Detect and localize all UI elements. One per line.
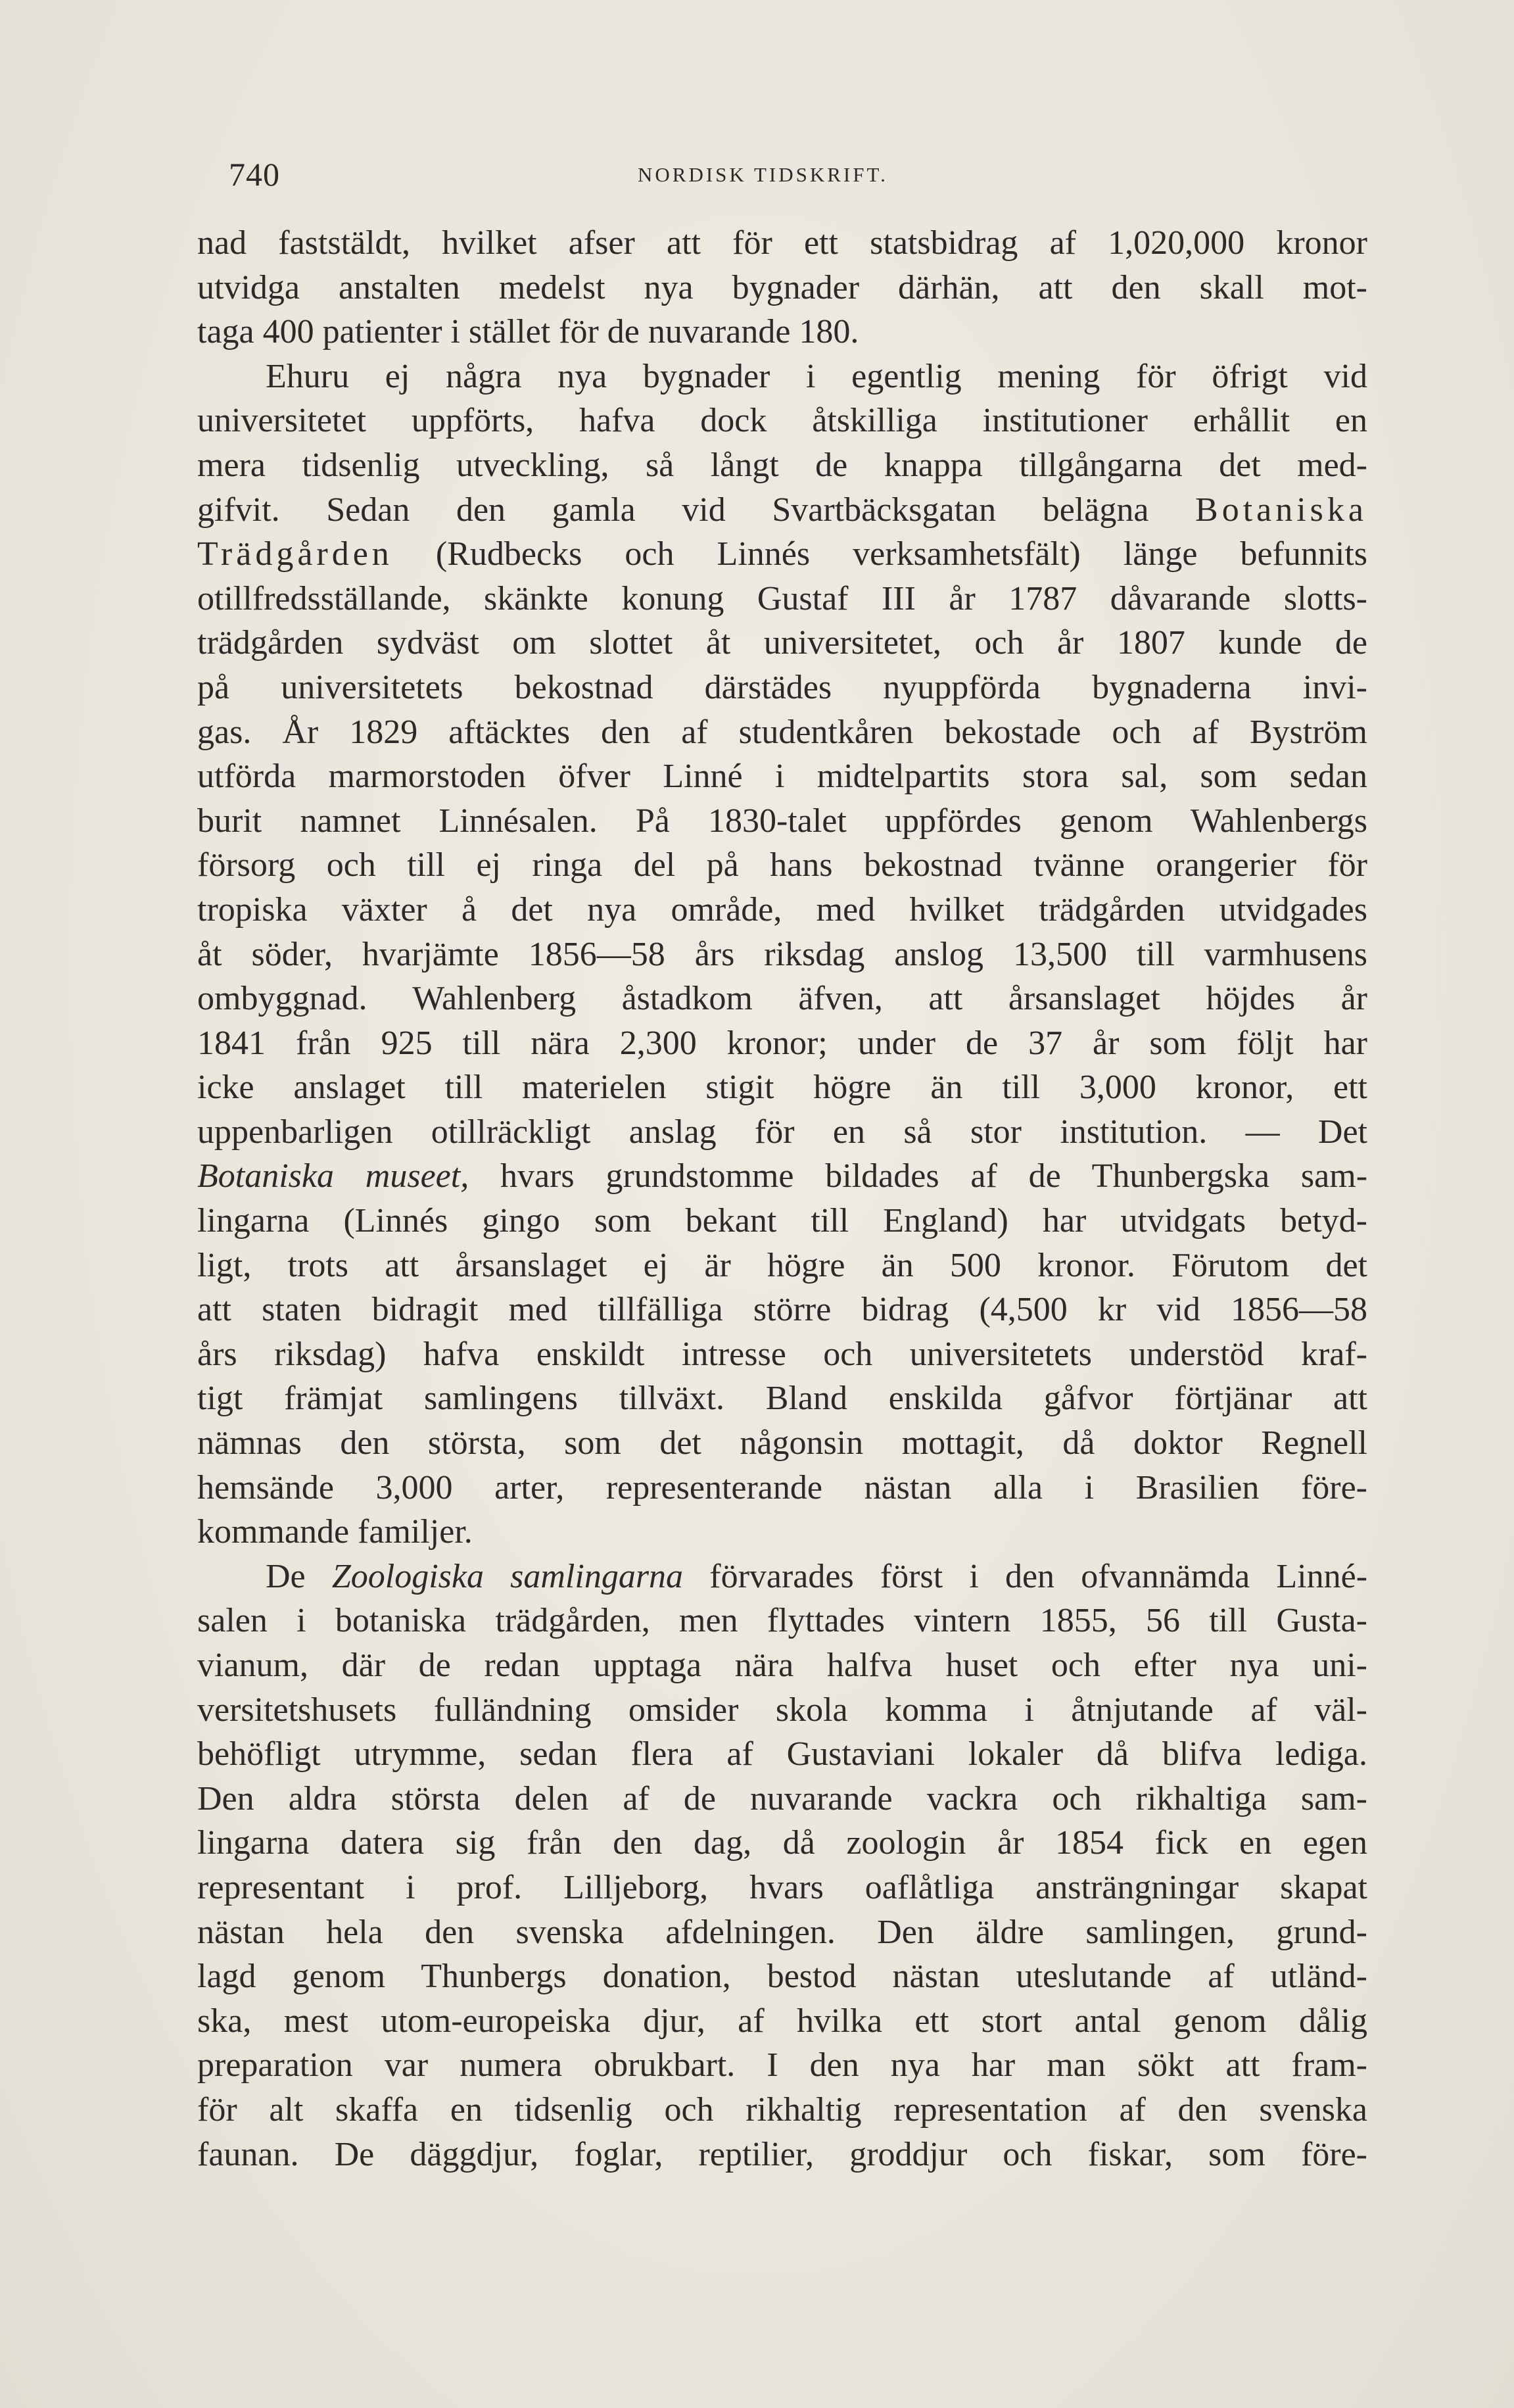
line-text: gifvit. Sedan den gamla vid Svartbäcksgatan belägna bbox=[197, 491, 1149, 529]
paragraph-start-line: Ehuru ej några nya bygnader i egentlig mening för öfrigt vid bbox=[266, 357, 1367, 395]
text-line bbox=[197, 1154, 1367, 1199]
text-line: hemsände 3,000 arter, representerande nästan alla i Brasilien före- bbox=[197, 1468, 1367, 1506]
text-line: behöfligt utrymme, sedan flera af Gustaviani lokaler då blifva lediga. bbox=[197, 1735, 1367, 1773]
text-line: ligt, trots att årsanslaget ej är högre än 500 kronor. Förutom det bbox=[197, 1246, 1367, 1284]
text-line: taga 400 patienter i stället för de nuvarande 180. bbox=[197, 313, 859, 351]
text-line: gas. År 1829 aftäcktes den af studentkåren bekostade och af Byström bbox=[197, 713, 1367, 751]
text-line: otillfredsställande, skänkte konung Gustaf III år 1787 dåvarande slotts- bbox=[197, 579, 1367, 617]
text-line: års riksdag) hafva enskildt intresse och universitetets understöd kraf- bbox=[197, 1335, 1367, 1373]
text-line: nästan hela den svenska afdelningen. Den äldre samlingen, grund- bbox=[197, 1913, 1367, 1951]
text-line: faunan. De däggdjur, foglar, reptilier, groddjur och fiskar, som före- bbox=[197, 2135, 1367, 2173]
line-text: De bbox=[266, 1557, 306, 1595]
paragraph-start-line bbox=[197, 1554, 1367, 1599]
text-line: åt söder, hvarjämte 1856—58 års riksdag anslog 13,500 till varmhusens bbox=[197, 935, 1367, 973]
text-line: tropiska växter å det nya område, med hvilket trädgården utvidgades bbox=[197, 890, 1367, 928]
page-number: 740 bbox=[229, 156, 280, 193]
text-line: salen i botaniska trädgården, men flyttades vintern 1855, 56 till Gusta- bbox=[197, 1602, 1367, 1640]
text-line: 1841 från 925 till nära 2,300 kronor; under de 37 år som följt har bbox=[197, 1024, 1367, 1062]
text-line: utförda marmorstoden öfver Linné i midtelpartits stora sal, som sedan bbox=[197, 758, 1367, 796]
text-line: för alt skaffa en tidsenlig och rikhaltig representation af den svenska bbox=[197, 2090, 1367, 2129]
text-line: lagd genom Thunbergs donation, bestod nästan uteslutande af utländ- bbox=[197, 1958, 1367, 1996]
text-line: Den aldra största delen af de nuvarande vackra och rikhaltiga sam- bbox=[197, 1779, 1367, 1818]
text-line: icke anslaget till materielen stigit högre än till 3,000 kronor, ett bbox=[197, 1069, 1367, 1107]
text-line: på universitetets bekostnad därstädes nyuppförda bygnaderna invi- bbox=[197, 668, 1367, 706]
text-line: uppenbarligen otillräckligt anslag för en så stor institution. — Det bbox=[197, 1113, 1367, 1151]
text-line: vianum, där de redan upptaga nära halfva huset och efter nya uni- bbox=[197, 1647, 1367, 1684]
body-text bbox=[197, 221, 1367, 2177]
text-line: mera tidsenlig utveckling, så långt de knappa tillgångarna det med- bbox=[197, 446, 1367, 484]
line-text: (Rudbecks och Linnés verksamhetsfält) länge befunnits bbox=[435, 535, 1367, 573]
italic-term: Botaniska museet, bbox=[197, 1157, 469, 1195]
text-line: representant i prof. Lilljeborg, hvars oaflåtliga ansträngningar skapat bbox=[197, 1868, 1367, 1906]
page-header bbox=[197, 155, 1365, 195]
text-line: lingarna (Linnés gingo som bekant till England) har utvidgats betyd- bbox=[197, 1202, 1367, 1240]
text-line: universitetet uppförts, hafva dock åtskilliga institutioner erhållit en bbox=[197, 402, 1367, 440]
text-line: att staten bidragit med tillfälliga större bidrag (4,500 kr vid 1856—58 bbox=[197, 1291, 1367, 1329]
text-line bbox=[197, 488, 1367, 533]
text-line: burit namnet Linnésalen. På 1830-talet uppfördes genom Wahlenbergs bbox=[197, 802, 1367, 840]
text-line: försorg och till ej ringa del på hans bekostnad tvänne orangerier för bbox=[197, 846, 1367, 884]
text-line: trädgården sydväst om slottet åt universitetet, och år 1807 kunde de bbox=[197, 624, 1367, 662]
text-line: ombyggnad. Wahlenberg åstadkom äfven, att årsanslaget höjdes år bbox=[197, 980, 1367, 1018]
text-line: nämnas den största, som det någonsin mottagit, då doktor Regnell bbox=[197, 1424, 1367, 1462]
text-line: ska, mest utom-europeiska djur, af hvilka ett stort antal genom dålig bbox=[197, 2002, 1367, 2040]
spaced-word: Botaniska bbox=[1195, 491, 1367, 529]
text-line: utvidga anstalten medelst nya bygnader därhän, att den skall mot- bbox=[197, 268, 1367, 306]
line-text: förvarades först i den ofvannämda Linné- bbox=[709, 1557, 1367, 1595]
text-line bbox=[197, 532, 1367, 577]
line-text: hvars grundstomme bildades af de Thunbergska sam- bbox=[500, 1157, 1367, 1195]
running-title: NORDISK TIDSKRIFT. bbox=[638, 163, 888, 186]
text-line: nad faststäldt, hvilket afser att för ett statsbidrag af 1,020,000 kronor bbox=[197, 224, 1367, 262]
text-line: preparation var numera obrukbart. I den nya har man sökt att fram- bbox=[197, 2046, 1367, 2084]
text-line: versitetshusets fulländning omsider skola komma i åtnjutande af väl- bbox=[197, 1691, 1367, 1729]
text-line: kommande familjer. bbox=[197, 1513, 473, 1551]
text-line: lingarna datera sig från den dag, då zoologin år 1854 fick en egen bbox=[197, 1824, 1367, 1862]
text-line: tigt främjat samlingens tillväxt. Bland enskilda gåfvor förtjänar att bbox=[197, 1380, 1367, 1418]
italic-term: Zoologiska samlingarna bbox=[331, 1557, 684, 1595]
spaced-word: Trädgården bbox=[197, 535, 393, 573]
